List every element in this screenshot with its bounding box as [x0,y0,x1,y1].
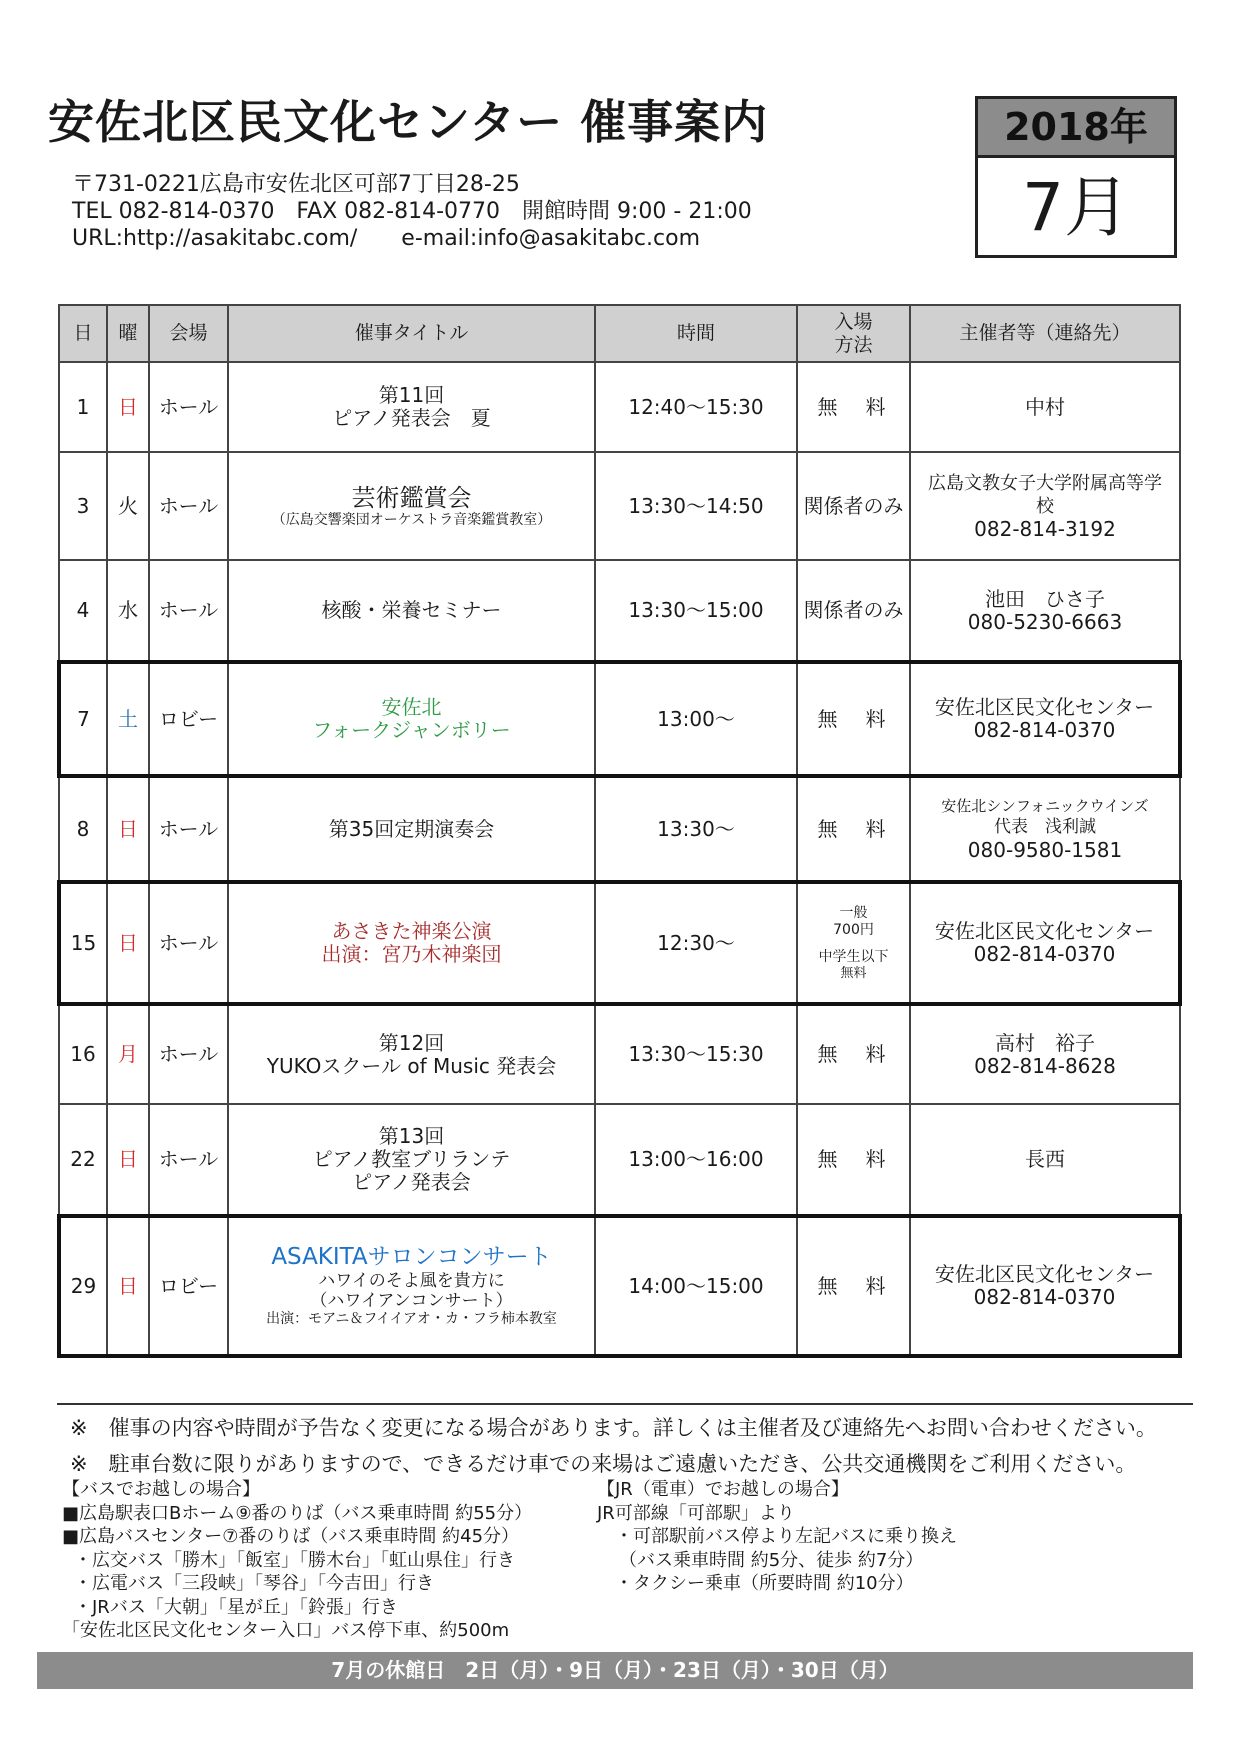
col-header-venue: 会場 [149,305,228,362]
address: 〒731-0221広島市安佐北区可部7丁目28-25 [72,172,520,197]
organizer-line: 安佐北区民文化センター [934,919,1155,943]
access-line: ・可部駅前バス停より左記バスに乗り換え [615,1526,957,1547]
divider [57,1403,1193,1405]
title-line: あさきた神楽公演 [331,919,492,943]
access-line: （バス乗車時間 約5分、徒歩 約7分） [619,1549,924,1571]
table-row [59,1004,1180,1104]
time-cell: 13:30～15:30 [595,1004,797,1104]
table-row [59,1216,1180,1356]
title-line: ピアノ発表会 夏 [332,406,491,430]
access-line: 【バスでお越しの場合】 [62,1479,260,1500]
table-row [59,452,1180,560]
title-line: ピアノ教室ブリランテ [312,1147,511,1171]
organizer-cell [910,662,1180,776]
organizer-line: 広島文教女子大学附属高等学 [928,472,1162,494]
title-cell [228,452,595,560]
organizer-cell [910,560,1180,662]
table-row [59,560,1180,662]
access-line: ・JRバス「大朝」「星が丘」「鈴張」行き [74,1596,398,1618]
title-cell [228,662,595,776]
title-line: 出演：モアニ＆フイイアオ・カ・フラ柿本教室 [266,1311,557,1327]
access-line: ・広交バス「勝木」「飯室」「勝木台」「虹山県住」行き [74,1549,515,1571]
weekday-cell: 日 [107,882,149,1004]
note-schedule-change: ※ 催事の内容や時間が予告なく変更になる場合があります。詳しくは主催者及び連絡先へお問い合わせください。 [70,1416,1157,1440]
col-header-weekday: 曜 [107,305,149,362]
month-label: 7月 [1022,169,1130,246]
weekday-cell: 日 [107,776,149,882]
entry-cell [797,882,910,1004]
weekday-cell: 月 [107,1004,149,1104]
date-box [975,96,1177,258]
col-header-entry-line1: 入場 [834,310,873,333]
title-line: 安佐北 [381,695,442,719]
organizer-line: 校 [1036,495,1054,517]
access-line: ・タクシー乗車（所要時間 約10分） [615,1573,914,1594]
organizer-line: 082-814-8628 [974,1053,1116,1078]
venue-cell: ロビー [149,662,228,776]
table-row [59,662,1180,776]
time-cell: 13:30～ [595,776,797,882]
table-row [59,776,1180,882]
organizer-cell [910,1216,1180,1356]
entry-line: 一般 [839,905,868,921]
time-cell: 13:30～15:00 [595,560,797,662]
title-line: フォークジャンボリー [312,718,511,742]
organizer-cell [910,776,1180,882]
day-cell: 7 [59,662,107,776]
page-title: 安佐北区民文化センター 催事案内 [48,95,769,149]
access-line: JR可部線「可部駅」より [597,1502,795,1524]
title-line: 第12回 [378,1030,445,1055]
day-cell: 8 [59,776,107,882]
organizer-line: 代表 浅利誠 [994,817,1096,837]
access-by-bus [62,1478,532,1643]
time-cell: 14:00～15:00 [595,1216,797,1356]
access-by-train [597,1478,957,1596]
organizer-line: 080-9580-1581 [967,838,1123,862]
closed-days-banner: 7月の休館日 2日（月）・9日（月）・23日（月）・30日（月） [37,1652,1193,1689]
day-cell: 22 [59,1104,107,1216]
time-cell: 12:40～15:30 [595,362,797,452]
title-line: （ハワイアンコンサート） [310,1291,513,1311]
entry-line: 中学生以下 [818,949,889,965]
contact-info: TEL 082-814-0370 FAX 082-814-0770 開館時間 9:00 - 21:00 [72,199,752,224]
time-cell: 13:00～16:00 [595,1104,797,1216]
weekday-cell: 水 [107,560,149,662]
title-line: ピアノ発表会 [352,1170,471,1194]
organizer-line: 082-814-0370 [973,718,1116,742]
venue-cell: ホール [149,1004,228,1104]
time-cell: 13:30～14:50 [595,452,797,560]
organizer-cell [910,1004,1180,1104]
organizer-cell: 中村 [910,362,1180,452]
day-cell: 29 [59,1216,107,1356]
entry-cell: 無 料 [797,1004,910,1104]
title-line: ASAKITAサロンコンサート [271,1244,552,1270]
title-cell: 第35回定期演奏会 [228,776,595,882]
col-header-day: 日 [59,305,107,362]
weekday-cell: 日 [107,362,149,452]
organizer-line: 082-814-0370 [973,1285,1116,1309]
note-parking: ※ 駐車台数に限りがありますので、できるだけ車での来場はご遠慮いただき、公共交通機関をご利用ください。 [70,1452,1137,1476]
title-line: 芸術鑑賞会 [351,483,472,512]
weekday-cell: 日 [107,1216,149,1356]
col-header-organizer: 主催者等（連絡先） [910,305,1180,362]
day-cell: 15 [59,882,107,1004]
organizer-cell [910,882,1180,1004]
entry-cell: 関係者のみ [797,560,910,662]
col-header-time: 時間 [595,305,797,362]
year-label: 2018年 [978,99,1174,158]
entry-cell: 無 料 [797,362,910,452]
venue-cell: ホール [149,560,228,662]
organizer-line: 高村 裕子 [995,1030,1095,1055]
venue-cell: ホール [149,452,228,560]
access-line: 「安佐北区民文化センター入口」バス停下車、約500m [62,1620,510,1641]
time-cell: 12:30～ [595,882,797,1004]
access-line: ■広島駅表口Bホーム⑨番のりば（バス乗車時間 約55分） [62,1502,533,1524]
venue-cell: ロビー [149,1216,228,1356]
col-header-entry [797,305,910,362]
entry-line: 無料 [840,966,867,981]
table-row [59,1104,1180,1216]
table-row [59,362,1180,452]
access-line: 【JR（電車）でお越しの場合】 [597,1479,849,1500]
weekday-cell: 日 [107,1104,149,1216]
web-info: URL:http://asakitabc.com/ e-mail:info@asakitabc.com [72,226,700,251]
day-cell: 4 [59,560,107,662]
day-cell: 3 [59,452,107,560]
table-header-row [59,305,1180,362]
weekday-cell: 土 [107,662,149,776]
table-row [59,882,1180,1004]
title-cell [228,1104,595,1216]
title-cell [228,1216,595,1356]
col-header-title: 催事タイトル [228,305,595,362]
entry-line: 700円 [833,922,874,938]
day-cell: 1 [59,362,107,452]
organizer-line: 080-5230-6663 [967,609,1123,634]
entry-cell: 無 料 [797,1216,910,1356]
venue-cell: ホール [149,362,228,452]
title-line: YUKOスクール of Music 発表会 [266,1053,557,1078]
col-header-entry-line2: 方法 [834,333,873,356]
organizer-line: 池田 ひさ子 [985,586,1105,611]
time-cell: 13:00～ [595,662,797,776]
venue-cell: ホール [149,882,228,1004]
event-table [57,304,1182,1358]
organizer-cell [910,452,1180,560]
entry-cell: 無 料 [797,1104,910,1216]
organizer-line: 082-814-3192 [974,516,1116,541]
entry-cell: 無 料 [797,662,910,776]
entry-cell: 無 料 [797,776,910,882]
title-line: 第11回 [378,383,445,407]
venue-cell: ホール [149,1104,228,1216]
organizer-line: 安佐北区民文化センター [934,695,1155,719]
organizer-line: 082-814-0370 [973,942,1116,966]
access-line: ■広島バスセンター⑦番のりば（バス乗車時間 約45分） [62,1526,520,1547]
organizer-cell: 長西 [910,1104,1180,1216]
title-cell [228,882,595,1004]
title-cell [228,362,595,452]
organizer-line: 安佐北区民文化センター [934,1262,1155,1286]
venue-cell: ホール [149,776,228,882]
weekday-cell: 火 [107,452,149,560]
title-line: 出演：宮乃木神楽団 [321,942,502,966]
title-line: 第13回 [378,1124,445,1148]
access-line: ・広電バス「三段峡」「琴谷」「今吉田」行き [74,1573,434,1594]
title-cell: 核酸・栄養セミナー [228,560,595,662]
title-line: ハワイのそよ風を貴方に [318,1271,505,1291]
organizer-line: 安佐北シンフォニックウインズ [941,797,1149,815]
title-cell [228,1004,595,1104]
title-line: （広島交響楽団オーケストラ音楽鑑賞教室） [271,511,552,528]
day-cell: 16 [59,1004,107,1104]
entry-cell: 関係者のみ [797,452,910,560]
